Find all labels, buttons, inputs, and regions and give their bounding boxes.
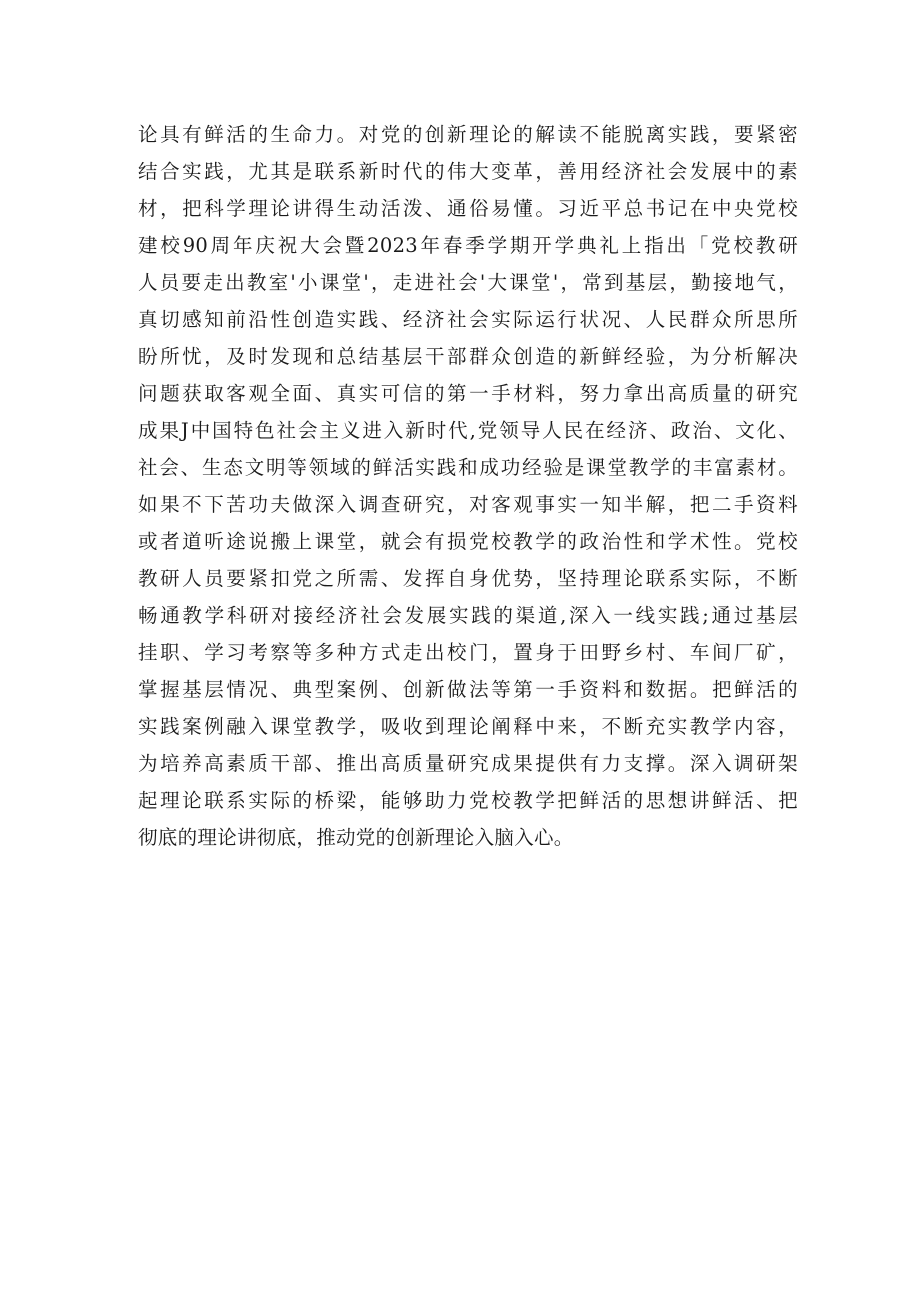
text-line: 真切感知前沿性创造实践、经济社会实际运行状况、人民群众所思所 bbox=[138, 308, 798, 331]
text-line: 论具有鲜活的生命力。对党的创新理论的解读不能脱离实践，要紧密 bbox=[138, 123, 798, 146]
text-line: 材，把科学理论讲得生动活泼、通俗易懂。习近平总书记在中央党校 bbox=[138, 197, 798, 220]
text-line: 为培养高素质干部、推出高质量研究成果提供有力支撑。深入调研架 bbox=[138, 752, 798, 775]
text-line: 问题获取客观全面、真实可信的第一手材料，努力拿出高质量的研究 bbox=[138, 382, 798, 405]
text-line: 或者道听途说搬上课堂，就会有损党校教学的政治性和学术性。党校 bbox=[138, 530, 798, 553]
text-line: 教研人员要紧扣党之所需、发挥自身优势，坚持理论联系实际，不断 bbox=[138, 567, 798, 590]
text-line: 实践案例融入课堂教学，吸收到理论阐释中来，不断充实教学内容， bbox=[138, 715, 798, 738]
text-line: 彻底的理论讲彻底，推动党的创新理论入脑入心。 bbox=[138, 826, 574, 849]
text-line: 起理论联系实际的桥梁，能够助力党校教学把鲜活的思想讲鲜活、把 bbox=[138, 789, 798, 812]
body-paragraph bbox=[138, 116, 798, 856]
text-line: 建校90周年庆祝大会暨2023年春季学期开学典礼上指出「党校教研 bbox=[138, 234, 798, 257]
text-line: 结合实践，尤其是联系新时代的伟大变革，善用经济社会发展中的素 bbox=[138, 160, 798, 183]
text-line: 人员要走出教室'小课堂'，走进社会'大课堂'，常到基层，勤接地气， bbox=[138, 271, 798, 294]
text-line: 挂职、学习考察等多种方式走出校门，置身于田野乡村、车间厂矿， bbox=[138, 641, 798, 664]
text-line: 盼所忧，及时发现和总结基层干部群众创造的新鲜经验，为分析解决 bbox=[138, 345, 798, 368]
text-line: 畅通教学科研对接经济社会发展实践的渠道,深入一线实践;通过基层 bbox=[138, 604, 798, 627]
text-line: 如果不下苦功夫做深入调查研究，对客观事实一知半解，把二手资料 bbox=[138, 493, 798, 516]
text-line: 成果J中国特色社会主义进入新时代,党领导人民在经济、政治、文化、 bbox=[138, 419, 798, 442]
text-line: 社会、生态文明等领域的鲜活实践和成功经验是课堂教学的丰富素材。 bbox=[138, 456, 798, 479]
text-line: 掌握基层情况、典型案例、创新做法等第一手资料和数据。把鲜活的 bbox=[138, 678, 798, 701]
